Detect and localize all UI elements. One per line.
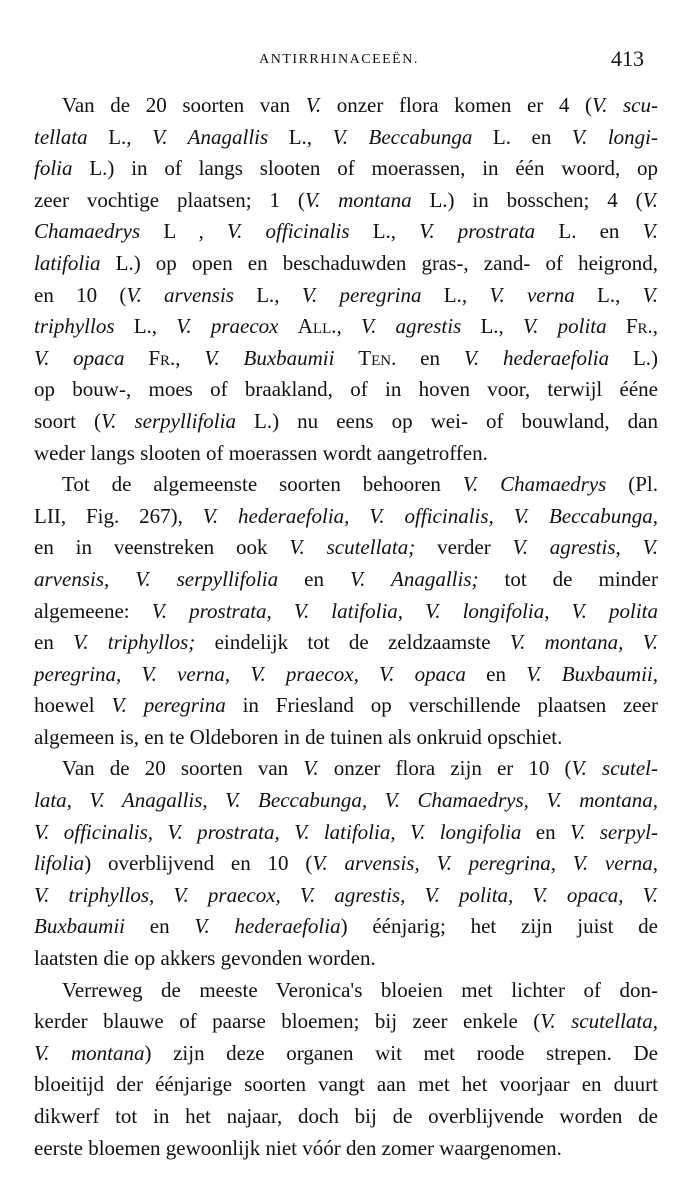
text-line: laatsten die op akkers gevonden worden. bbox=[34, 946, 376, 971]
text-line: zeer vochtige plaatsen; 1 (V. montana L.) in bosschen; 4 (V. bbox=[34, 187, 658, 212]
text-line: hoewel V. peregrina in Friesland op verschillende plaatsen zeer bbox=[34, 693, 658, 718]
text-line: V. triphyllos, V. praecox, V. agrestis, V. polita, V. opaca, V. bbox=[34, 882, 658, 907]
running-title: ANTIRRHINACEEËN. bbox=[259, 52, 419, 67]
text-line: folia L.) in of langs slooten of moerassen, in één woord, op bbox=[34, 156, 658, 181]
text-line: dikwerf tot in het najaar, doch bij de overblijvende worden de bbox=[34, 1104, 658, 1128]
text-line: arvensis, V. serpyllifolia en V. Anagallis; tot de minder bbox=[34, 566, 658, 591]
paragraph-1 bbox=[34, 90, 658, 469]
text-line: soort (V. serpyllifolia L.) nu eens op wei- of bouwland, dan bbox=[34, 408, 658, 433]
text-line: Verreweg de meeste Veronica's bloeien met lichter of don- bbox=[62, 977, 658, 1002]
text-line: V. montana) zijn deze organen wit met roode strepen. De bbox=[34, 1040, 659, 1065]
text-line: Van de 20 soorten van V. onzer flora zijn er 10 (V. scutel- bbox=[62, 756, 658, 781]
page-number: 413 bbox=[611, 46, 644, 71]
text-line: latifolia L.) op open en beschaduwden gras-, zand- of heigrond, bbox=[34, 250, 658, 275]
text-line: Van de 20 soorten van V. onzer flora komen er 4 (V. scu- bbox=[62, 93, 658, 117]
text-line: kerder blauwe of paarse bloemen; bij zeer enkele (V. scutellata, bbox=[34, 1009, 658, 1034]
text-line: algemeen is, en te Oldeboren in de tuinen als onkruid opschiet. bbox=[34, 724, 563, 749]
text-line: lifolia) overblijvend en 10 (V. arvensis, V. peregrina, V. verna, bbox=[34, 851, 658, 876]
text-line: triphyllos L., V. praecox All., V. agrestis L., V. polita Fr., bbox=[34, 314, 659, 339]
text-line: en V. triphyllos; eindelijk tot de zeldzaamste V. montana, V. bbox=[34, 630, 658, 655]
text-line: algemeene: V. prostrata, V. latifolia, V. longifolia, V. polita bbox=[34, 598, 659, 623]
text-line: lata, V. Anagallis, V. Beccabunga, V. Chamaedrys, V. montana, bbox=[34, 788, 658, 813]
text-line: tellata L., V. Anagallis L., V. Beccabunga L. en V. longi- bbox=[34, 124, 658, 149]
text-line: V. officinalis, V. prostrata, V. latifolia, V. longifolia en V. serpyl- bbox=[34, 819, 659, 844]
page-header bbox=[34, 46, 644, 76]
paragraph-2 bbox=[34, 469, 658, 753]
text-line: en 10 (V. arvensis L., V. peregrina L., V. verna L., V. bbox=[34, 282, 658, 307]
text-line: Buxbaumii en V. hederaefolia) éénjarig; het zijn juist de bbox=[34, 914, 659, 939]
text-line: V. opaca Fr., V. Buxbaumii Ten. en V. hederaefolia L.) bbox=[34, 345, 659, 370]
text-line: eerste bloemen gewoonlijk niet vóór den zomer waargenomen. bbox=[34, 1135, 562, 1160]
text-line: LII, Fig. 267), V. hederaefolia, V. officinalis, V. Beccabunga, bbox=[34, 503, 658, 528]
paragraph-3 bbox=[34, 753, 658, 974]
text-line: en in veenstreken ook V. scutellata; verder V. agrestis, V. bbox=[34, 535, 659, 560]
text-line: Tot de algemeenste soorten behooren V. Chamaedrys (Pl. bbox=[62, 472, 658, 497]
text-line: bloeitijd der éénjarige soorten vangt aan met het voorjaar en duurt bbox=[34, 1072, 658, 1097]
text-line: Chamaedrys L , V. officinalis L., V. prostrata L. en V. bbox=[34, 219, 658, 244]
text-line: peregrina, V. verna, V. praecox, V. opaca en V. Buxbaumii, bbox=[34, 661, 658, 686]
paragraph-4 bbox=[34, 975, 658, 1165]
text-line: weder langs slooten of moerassen wordt aangetroffen. bbox=[34, 440, 488, 465]
text-line: op bouw-, moes of braakland, of in hoven voor, terwijl ééne bbox=[34, 377, 658, 402]
page-body bbox=[34, 90, 658, 1164]
